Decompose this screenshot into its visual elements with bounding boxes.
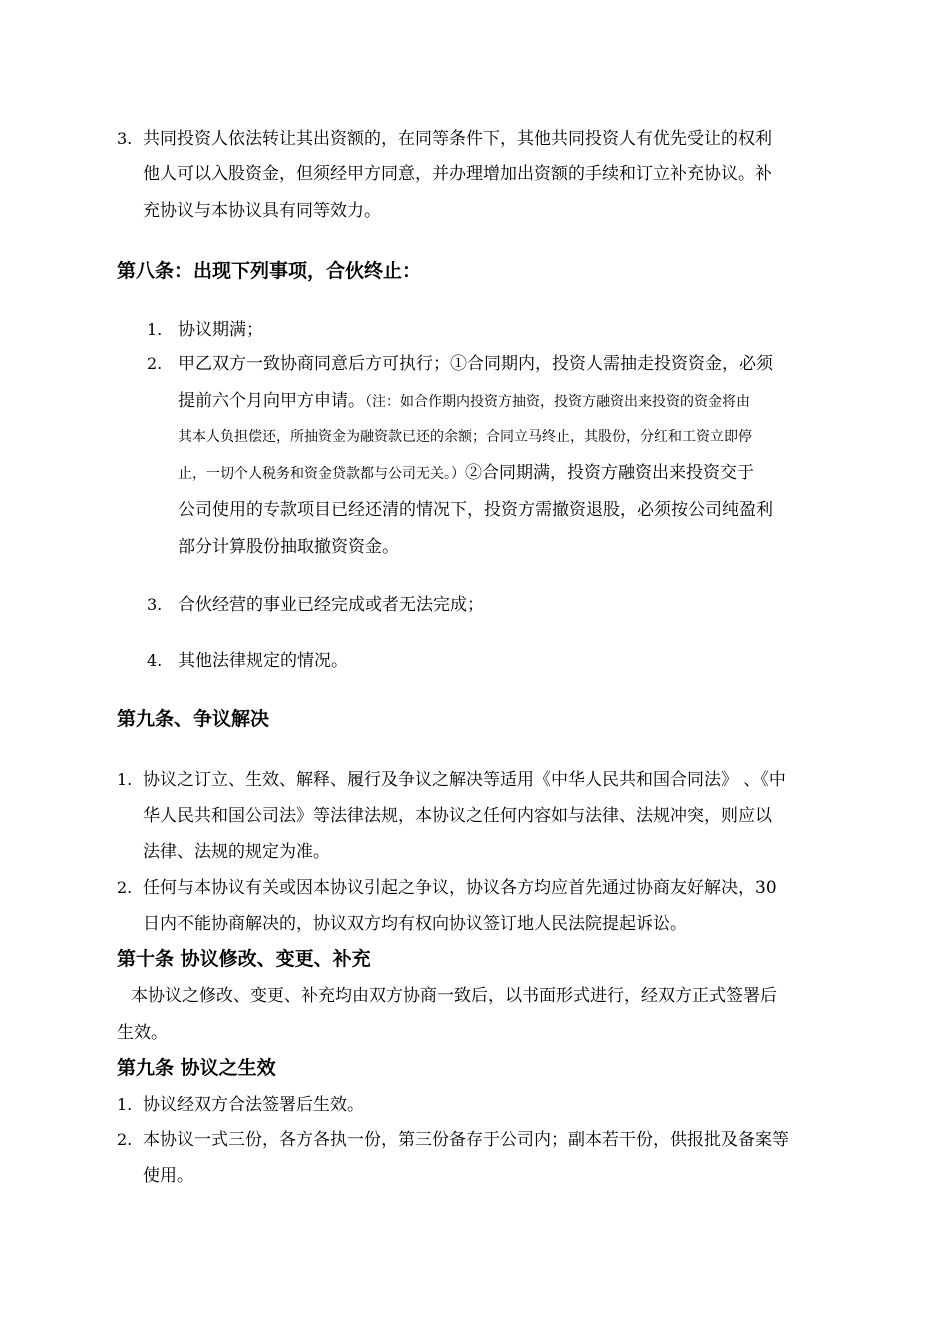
list-number: 2. <box>117 1130 133 1149</box>
paragraph-line: 合伙经营的事业已经完成或者无法完成； <box>178 595 484 615</box>
text-run: 提前六个月向甲方申请。 <box>178 391 365 411</box>
list-number: 1. <box>147 320 163 339</box>
paragraph-line: 法律、法规的规定为准。 <box>143 842 330 862</box>
paragraph-line: 使用。 <box>143 1166 194 1186</box>
paragraph-line: 他人可以入股资金，但须经甲方同意，并办理增加出资额的手续和订立补充协议。补 <box>143 164 772 184</box>
paragraph-line <box>178 389 750 414</box>
section-heading: 第九条、争议解决 <box>117 708 270 730</box>
list-number: 4. <box>147 651 163 670</box>
paragraph-line: 协议经双方合法签署后生效。 <box>143 1095 364 1115</box>
paragraph-line: 共同投资人依法转让其出资额的，在同等条件下，其他共同投资人有优先受让的权利 <box>143 129 772 149</box>
paragraph-line: 生效。 <box>117 1023 168 1043</box>
note-text: 止，一切个人税务和资金贷款都与公司无关。） <box>178 466 465 482</box>
paragraph-line: 协议之订立、生效、解释、履行及争议之解决等适用《中华人民共和国合同法》 、《中 <box>143 770 786 790</box>
list-number: 2. <box>117 878 133 897</box>
section-heading: 第九条 协议之生效 <box>117 1057 276 1079</box>
paragraph-line: 部分计算股份抽取撤资资金。 <box>178 537 399 557</box>
section-heading: 第十条 协议修改、变更、补充 <box>117 948 371 970</box>
list-number: 3. <box>117 129 133 148</box>
section-heading: 第八条：出现下列事项，合伙终止： <box>117 260 422 282</box>
paragraph-line: 协议期满； <box>178 320 263 340</box>
list-number: 2. <box>147 354 163 373</box>
list-number: 1. <box>117 1095 133 1114</box>
paragraph-line: 其他法律规定的情况。 <box>178 651 348 671</box>
paragraph-line: 本协议之修改、变更、补充均由双方协商一致后，以书面形式进行，经双方正式签署后 <box>131 986 777 1006</box>
note-text: （注：如合作期内投资方抽资，投资方融资出来投资的资金将由 <box>365 394 750 410</box>
paragraph-line: 任何与本协议有关或因本协议引起之争议，协议各方均应首先通过协商友好解决，30 <box>143 878 777 898</box>
paragraph-line: 公司使用的专款项目已经还清的情况下，投资方需撤资退股，必须按公司纯盈利 <box>178 500 773 520</box>
list-number: 3. <box>147 595 163 614</box>
paragraph-line: 本协议一式三份，各方各执一份，第三份备存于公司内；副本若干份，供报批及备案等 <box>143 1130 789 1150</box>
paragraph-line: 华人民共和国公司法》等法律法规，本协议之任何内容如与法律、法规冲突，则应以 <box>143 806 772 826</box>
paragraph-line: 日内不能协商解决的，协议双方均有权向协议签订地人民法院提起诉讼。 <box>143 914 687 934</box>
list-number: 1. <box>117 770 133 789</box>
note-line: 其本人负担偿还，所抽资金为融资款已还的余额；合同立马终止，其股份，分红和工资立即停 <box>178 429 752 445</box>
paragraph-line: 甲乙双方一致协商同意后方可执行；①合同期内，投资人需抽走投资资金，必须 <box>178 354 773 374</box>
text-run: ②合同期满，投资方融资出来投资交于 <box>465 463 754 483</box>
paragraph-line <box>178 461 754 486</box>
paragraph-line: 充协议与本协议具有同等效力。 <box>143 201 381 221</box>
